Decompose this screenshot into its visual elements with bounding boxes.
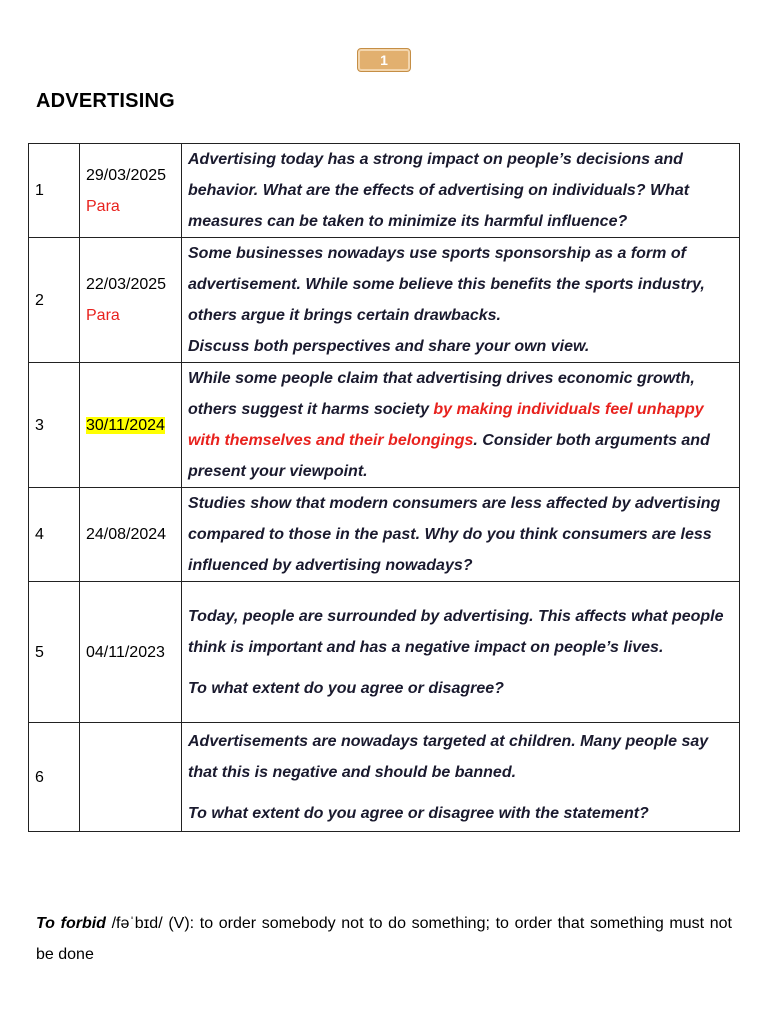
definition-meaning: to order somebody not to do something; to order that something must not be done (36, 915, 733, 963)
prompt-text-2: Discuss both perspectives and share your own view. (188, 338, 590, 355)
prompt-text: Some businesses nowadays use sports sponsorship as a form of advertisement. While some believe this benefits the sports industry, others argue it brings certain drawbacks. (188, 245, 705, 324)
row-date-cell (80, 144, 182, 238)
row-prompt (182, 488, 740, 582)
row-tag: Para (86, 307, 120, 324)
page-title: ADVERTISING (36, 90, 175, 112)
prompt-text: Advertising today has a strong impact on people’s decisions and behavior. What are the effects of advertising on individuals? What measures can be taken to minimize its harmful influence? (188, 151, 690, 230)
row-prompt (182, 144, 740, 238)
row-number: 3 (29, 363, 80, 488)
row-prompt (182, 582, 740, 723)
table-row (29, 144, 740, 238)
row-number: 1 (29, 144, 80, 238)
prompt-text: While some people claim that advertising drives economic growth, others suggest it harms society (188, 370, 695, 418)
row-date-cell (80, 488, 182, 582)
row-date: 24/08/2024 (86, 526, 167, 543)
definition-pronunciation: /fəˈbɪd/ (V): (105, 915, 200, 932)
prompt-text-red: by making individuals feel unhappy with themselves and their belongings (188, 401, 704, 449)
row-date-highlighted: 30/11/2024 (86, 416, 165, 434)
row-number: 6 (29, 723, 80, 832)
prompt-text: Studies show that modern consumers are less affected by advertising compared to those in the past. Why do you think consumers are less influenced by advertising nowadays? (188, 495, 721, 574)
prompt-text: Today, people are surrounded by advertising. This affects what people think is important and has a negative impact on people’s lives. (188, 607, 724, 656)
row-date-cell (80, 363, 182, 488)
row-date: 29/03/2025 (86, 166, 167, 184)
row-date: 04/11/2023 (86, 643, 165, 661)
row-prompt (182, 363, 740, 488)
vocabulary-definition (36, 908, 732, 970)
row-tag: Para (86, 197, 120, 215)
row-number: 5 (29, 582, 80, 723)
prompt-text-2: To what extent do you agree or disagree? (188, 679, 504, 697)
row-number: 4 (29, 488, 80, 582)
row-date-cell (80, 723, 182, 832)
prompt-text-end: . Consider both arguments and present your viewpoint. (188, 432, 710, 480)
prompts-table (28, 143, 740, 832)
row-number: 2 (29, 238, 80, 363)
table-row (29, 582, 740, 723)
table-row (29, 238, 740, 363)
row-date: 22/03/2025 (86, 276, 167, 293)
table-row (29, 723, 740, 832)
row-date-cell (80, 582, 182, 723)
row-prompt (182, 238, 740, 363)
row-prompt (182, 723, 740, 832)
prompt-text: Advertisements are nowadays targeted at children. Many people say that this is negative and should be banned. (188, 732, 709, 781)
page-number-badge: 1 (357, 48, 411, 72)
prompt-text-2: To what extent do you agree or disagree with the statement? (188, 804, 649, 822)
table-row (29, 488, 740, 582)
definition-term: To forbid (36, 915, 106, 932)
row-date-cell (80, 238, 182, 363)
table-row (29, 363, 740, 488)
